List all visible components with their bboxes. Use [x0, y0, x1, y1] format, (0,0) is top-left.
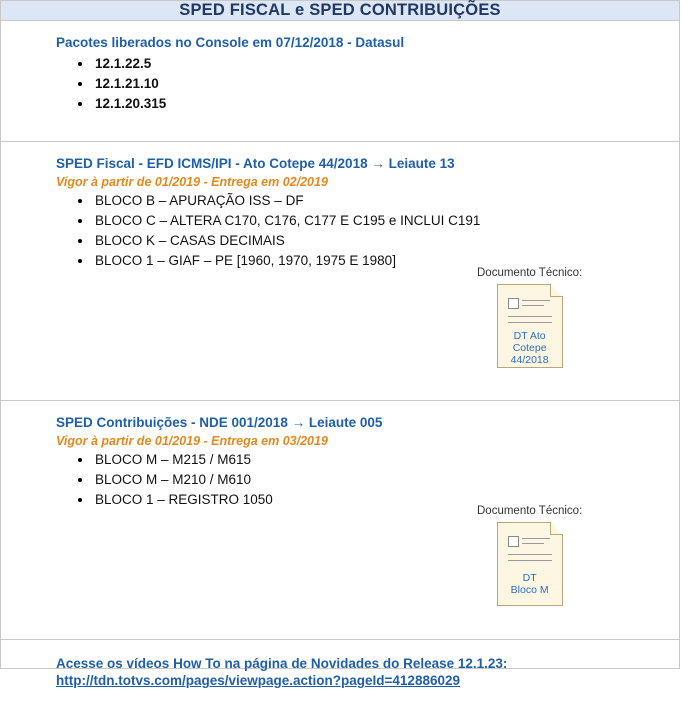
fiscal-document-block	[477, 267, 582, 368]
page-fold-edge-icon	[550, 522, 563, 535]
text-line-icon	[522, 305, 544, 306]
list-item: • BLOCO 1 – REGISTRO 1050	[93, 490, 679, 510]
doc-label-line-2: Bloco M	[510, 584, 549, 596]
document-icon[interactable]	[497, 284, 563, 368]
section-sped-contribuicoes	[1, 401, 679, 640]
packages-heading: Pacotes liberados no Console em 07/12/2018 - Datasul	[56, 35, 405, 50]
text-line-icon	[508, 316, 552, 317]
section-sped-fiscal	[1, 142, 679, 401]
contribuicoes-document-block	[477, 505, 582, 606]
text-line-icon	[522, 538, 550, 539]
list-item: • BLOCO M – M215 / M615	[93, 450, 679, 470]
text-line-icon	[508, 560, 552, 561]
contribuicoes-doc-label	[498, 572, 562, 596]
list-item: • BLOCO K – CASAS DECIMAIS	[93, 231, 679, 251]
document-icon[interactable]	[497, 522, 563, 606]
release-notes-link[interactable]: http://tdn.totvs.com/pages/viewpage.action?pageId=412886029	[56, 673, 460, 688]
fiscal-list	[1, 191, 679, 271]
contribuicoes-subheading: Vigor à partir de 01/2019 - Entrega em 03/2019	[56, 434, 328, 448]
list-item: • BLOCO 1 – GIAF – PE [1960, 1970, 1975 E 1980]	[93, 251, 679, 271]
checkbox-icon	[508, 536, 519, 547]
contribuicoes-list	[1, 450, 679, 510]
title-bar	[1, 1, 679, 21]
contribuicoes-doc-caption: Documento Técnico:	[477, 505, 583, 517]
doc-label-line-2: Cotepe	[512, 342, 547, 354]
list-item: • BLOCO C – ALTERA C170, C176, C177 E C195 e INCLUI C191	[93, 211, 679, 231]
checkbox-icon	[508, 298, 519, 309]
packages-list	[1, 54, 679, 114]
text-line-icon	[508, 322, 552, 323]
page-fold-edge-icon	[550, 284, 563, 297]
footer-heading: Acesse os vídeos How To na página de Novidades do Release 12.1.23:	[56, 656, 508, 671]
doc-label-line-1: DT	[522, 572, 537, 584]
list-item: • 12.1.22.5	[93, 54, 679, 74]
page-title: SPED FISCAL e SPED CONTRIBUIÇÕES	[179, 1, 501, 19]
fiscal-heading: SPED Fiscal - EFD ICMS/IPI - Ato Cotepe 44/2018 → Leiaute 13	[56, 156, 455, 171]
fiscal-doc-caption: Documento Técnico:	[477, 267, 583, 279]
doc-label-line-1: DT Ato	[513, 330, 546, 342]
list-item: • BLOCO M – M210 / M610	[93, 470, 679, 490]
list-item: • 12.1.21.10	[93, 74, 679, 94]
section-packages	[1, 21, 679, 142]
text-line-icon	[522, 543, 544, 544]
list-item: • 12.1.20.315	[93, 94, 679, 114]
fiscal-doc-label	[498, 330, 562, 366]
contribuicoes-heading: SPED Contribuições - NDE 001/2018 → Leiaute 005	[56, 415, 383, 430]
text-line-icon	[522, 300, 550, 301]
text-line-icon	[508, 554, 552, 555]
section-footer	[1, 640, 679, 702]
fiscal-subheading: Vigor à partir de 01/2019 - Entrega em 02/2019	[56, 175, 328, 189]
doc-label-line-3: 44/2018	[510, 354, 549, 366]
list-item: • BLOCO B – APURAÇÃO ISS – DF	[93, 191, 679, 211]
